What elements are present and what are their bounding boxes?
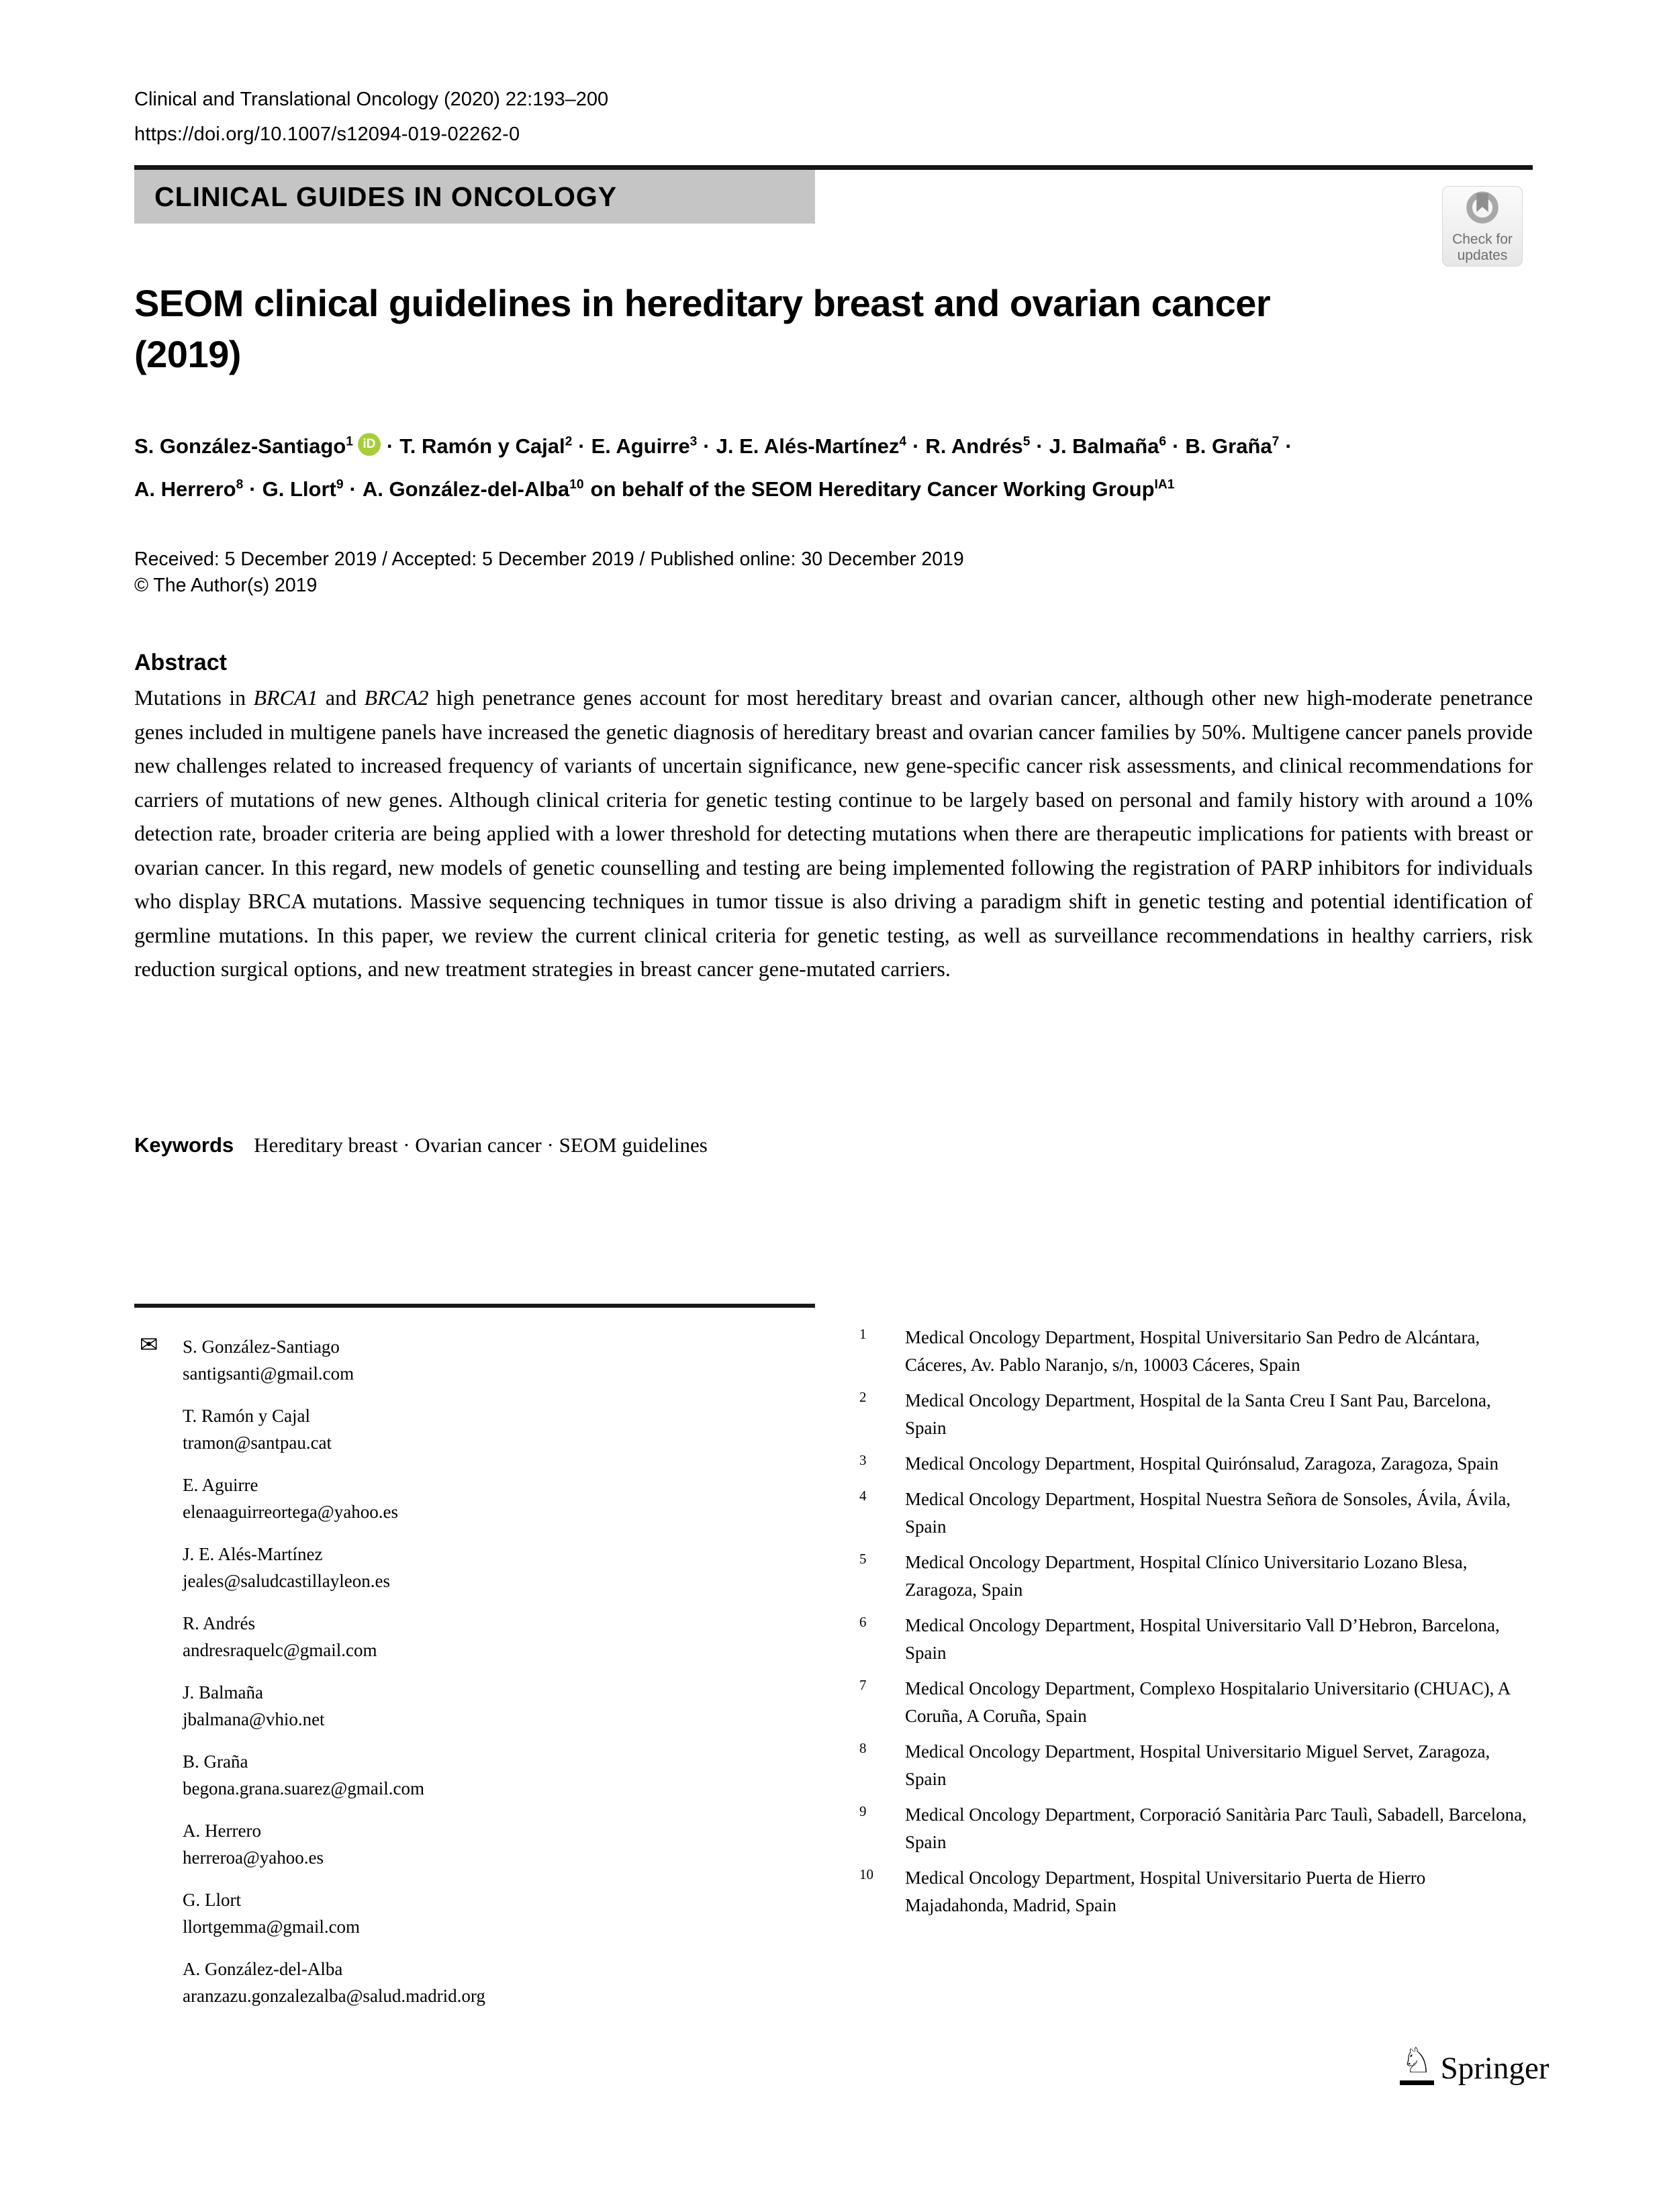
orcid-icon[interactable]: iD (358, 433, 381, 456)
header-rule (134, 165, 1533, 170)
affiliation-entry (859, 1864, 1533, 1919)
affiliation-entry (859, 1324, 1533, 1379)
correspondent-name: J. Balmaña (183, 1682, 263, 1702)
correspondent-email[interactable]: andresraquelc@gmail.com (183, 1640, 377, 1660)
author-affiliation-ref: 6 (1159, 435, 1167, 449)
correspondent-email[interactable]: aranzazu.gonzalezalba@salud.madrid.org (183, 1986, 485, 2006)
author-separator: · (386, 434, 394, 459)
author-affiliation-ref: 8 (236, 477, 244, 492)
journal-header (134, 82, 608, 152)
affiliation-text: Medical Oncology Department, Hospital Universitario Vall D’Hebron, Barcelona, Spain (905, 1615, 1500, 1663)
affiliation-number: 4 (859, 1488, 867, 1504)
author-name: G. Llort (262, 477, 336, 501)
update-badge-text (1452, 232, 1513, 264)
footnote-area (134, 1304, 1533, 2025)
author-line-1-names (134, 434, 1298, 458)
envelope-icon: ✉ (140, 1331, 158, 1357)
affiliation-number: 10 (859, 1866, 873, 1882)
author-name: R. Andrés (925, 434, 1023, 459)
correspondent-email[interactable]: jbalmana@vhio.net (183, 1709, 325, 1729)
section-banner-label: CLINICAL GUIDES IN ONCOLOGY (154, 181, 618, 212)
author-affiliation-ref: 3 (689, 435, 698, 449)
author (134, 477, 263, 501)
correspondent-email[interactable]: herreroa@yahoo.es (183, 1847, 324, 1868)
keywords-text: Hereditary breast · Ovarian cancer · SEOM guidelines (254, 1133, 708, 1157)
correspondent-email[interactable]: begona.grana.suarez@gmail.com (183, 1778, 424, 1798)
affiliation-entry (859, 1738, 1533, 1793)
author-name: T. Ramón y Cajal (399, 434, 565, 459)
author (134, 434, 399, 458)
affiliation-entry (859, 1801, 1533, 1856)
affiliation-number: 6 (859, 1614, 867, 1630)
author (263, 477, 363, 501)
correspondence-entry (134, 1817, 815, 1871)
author (399, 434, 591, 458)
author-separator: · (703, 434, 710, 459)
author-line-2 (134, 465, 1564, 508)
correspondence-entry (134, 1333, 815, 1387)
correspondent-name: B. Graña (183, 1751, 248, 1772)
author-affiliation-ref: 5 (1022, 435, 1031, 449)
update-badge-icon (1462, 189, 1503, 230)
author-line-2-names (134, 477, 584, 501)
affiliation-number: 2 (859, 1389, 867, 1405)
author-affiliation-ref: 9 (336, 477, 344, 492)
keywords-label: Keywords (134, 1133, 234, 1157)
correspondent-name: G. Llort (183, 1890, 241, 1910)
correspondent-email[interactable]: llortgemma@gmail.com (183, 1917, 361, 1937)
affiliation-text: Medical Oncology Department, Hospital Universitario Puerta de Hierro Majadahonda, Madrid, Spain (905, 1868, 1426, 1915)
affiliations-column (859, 1304, 1533, 2025)
correspondent-name: S. González-Santiago (183, 1337, 340, 1357)
correspondence-entry (134, 1748, 815, 1802)
author-line-1 (134, 423, 1564, 465)
abstract-segment: and (318, 685, 365, 710)
author (925, 434, 1049, 458)
copyright-line: © The Author(s) 2019 (134, 575, 318, 596)
correspondence-list (134, 1333, 815, 2009)
journal-citation: Clinical and Translational Oncology (2020) 22:193–200 (134, 89, 609, 110)
keywords-row (134, 1133, 708, 1157)
correspondent-name: A. Herrero (183, 1821, 261, 1841)
author-separator: · (1172, 434, 1180, 459)
affiliation-text: Medical Oncology Department, Hospital Nuestra Señora de Sonsoles, Ávila, Ávila, Spain (905, 1489, 1511, 1537)
author-separator: · (578, 434, 585, 459)
received-accepted-line: Received: 5 December 2019 / Accepted: 5 December 2019 / Published online: 30 December 2019 (134, 548, 964, 570)
update-badge-line1: Check for (1452, 232, 1513, 247)
author-separator: · (1285, 434, 1292, 459)
author-affiliation-ref: 7 (1272, 435, 1280, 449)
correspondence-entry (134, 1679, 815, 1733)
author-name: J. E. Alés-Martínez (716, 434, 900, 459)
correspondent-email[interactable]: santigsanti@gmail.com (183, 1363, 354, 1384)
author-list (134, 423, 1564, 508)
correspondence-entry (134, 1541, 815, 1594)
affiliation-text: Medical Oncology Department, Hospital Quirónsalud, Zaragoza, Zaragoza, Spain (905, 1453, 1498, 1474)
affiliation-text: Medical Oncology Department, Hospital Universitario Miguel Servet, Zaragoza, Spain (905, 1741, 1490, 1789)
author-name: S. González-Santiago (134, 434, 346, 459)
article-title (134, 278, 1551, 380)
author-affiliation-ref: 1 (346, 435, 353, 449)
affiliations-list (859, 1324, 1533, 1919)
author (1185, 434, 1298, 458)
abstract-segment: Mutations in (134, 685, 254, 710)
working-group-ref: IA1 (1154, 477, 1175, 492)
affiliation-entry (859, 1549, 1533, 1604)
author (363, 477, 584, 501)
author-separator: · (249, 477, 256, 501)
author (591, 434, 716, 458)
correspondence-entry (134, 1472, 815, 1525)
abstract-heading: Abstract (134, 650, 227, 675)
affiliation-number: 5 (859, 1551, 867, 1567)
footnote-divider (134, 1304, 815, 1308)
abstract-segment: BRCA2 (364, 685, 429, 710)
author-name: J. Balmaña (1049, 434, 1159, 459)
author-name: A. González-del-Alba (362, 477, 570, 501)
check-for-updates-badge[interactable] (1442, 186, 1523, 267)
correspondence-entry (134, 1956, 815, 2009)
abstract-segment: high penetrance genes account for most hereditary breast and ovarian cancer, although other new high-moderate penetrance genes included in multigene panels have increased the genetic diagnosis of hereditary breast and ovarian cancer families by 50%. Multigene cancer panels provide new challenges related to increased frequency of variants of uncertain significance, new gene-specific cancer risk assessments, and clinical recommendations for carriers of mutations of new genes. Although clinical criteria for genetic testing continue to be largely based on personal and family history with around a 10% detection rate, broader criteria are being applied with a lower threshold for detecting mutations when there are therapeutic implications for patients with breast or ovarian cancer. In this regard, new models of genetic counselling and testing are being implemented following the registration of PARP inhibitors for individuals who display BRCA mutations. Massive sequencing techniques in tumor tissue is also driving a paradigm shift in genetic testing and potential identification of germline mutations. In this paper, we review the current clinical criteria for genetic testing, as well as surveillance recommendations in healthy carriers, risk reduction surgical options, and new treatment strategies in breast cancer gene-mutated carriers. (134, 685, 1533, 981)
affiliation-text: Medical Oncology Department, Hospital Clínico Universitario Lozano Blesa, Zaragoza, Spain (905, 1552, 1468, 1600)
author-name: A. Herrero (134, 477, 236, 501)
affiliation-number: 7 (859, 1677, 867, 1693)
correspondent-email[interactable]: elenaaguirreortega@yahoo.es (183, 1502, 398, 1522)
springer-knight-icon: ♘ (1400, 2043, 1434, 2085)
update-badge-line2: updates (1457, 248, 1508, 263)
affiliation-entry (859, 1486, 1533, 1541)
abstract-segment: BRCA1 (253, 685, 318, 710)
affiliation-entry (859, 1450, 1533, 1478)
author-separator: · (349, 477, 356, 501)
author-name: E. Aguirre (591, 434, 690, 459)
section-banner (134, 170, 815, 224)
author (1049, 434, 1186, 458)
correspondent-name: J. E. Alés-Martínez (183, 1544, 323, 1564)
correspondence-entry (134, 1886, 815, 1940)
correspondent-name: E. Aguirre (183, 1475, 258, 1495)
affiliation-text: Medical Oncology Department, Hospital Universitario San Pedro de Alcántara, Cáceres, Av. Pablo Naranjo, s/n, 10003 Cáceres, Spain (905, 1327, 1480, 1375)
affiliation-number: 3 (859, 1452, 867, 1468)
correspondent-name: R. Andrés (183, 1613, 255, 1633)
author-name: B. Graña (1185, 434, 1272, 459)
author-separator: · (1036, 434, 1043, 459)
author-affiliation-ref: 4 (899, 435, 907, 449)
author-affiliation-ref: 2 (565, 435, 573, 449)
affiliation-number: 8 (859, 1740, 867, 1756)
author-separator: · (912, 434, 920, 459)
correspondence-entry (134, 1402, 815, 1456)
affiliation-entry (859, 1675, 1533, 1730)
correspondence-column (134, 1304, 815, 2025)
author-affiliation-ref: 10 (569, 477, 584, 492)
springer-wordmark: Springer (1440, 2050, 1550, 2086)
correspondence-entry (134, 1610, 815, 1664)
working-group-suffix (591, 477, 1175, 501)
doi-link[interactable]: https://doi.org/10.1007/s12094-019-02262-0 (134, 124, 520, 145)
affiliation-entry (859, 1612, 1533, 1667)
affiliation-entry (859, 1387, 1533, 1442)
working-group-text: on behalf of the SEOM Hereditary Cancer Working Group (590, 477, 1155, 501)
author (716, 434, 926, 458)
correspondent-name: A. González-del-Alba (183, 1959, 343, 1979)
affiliation-text: Medical Oncology Department, Complexo Hospitalario Universitario (CHUAC), A Coruña, A Coruña, Spain (905, 1678, 1510, 1726)
correspondent-name: T. Ramón y Cajal (183, 1406, 310, 1426)
abstract-text (134, 681, 1533, 986)
affiliation-text: Medical Oncology Department, Corporació Sanitària Parc Taulì, Sabadell, Barcelona, Spain (905, 1805, 1527, 1852)
article-title-line1: SEOM clinical guidelines in hereditary breast and ovarian cancer (134, 282, 1271, 324)
article-dates (134, 546, 964, 599)
affiliation-number: 1 (859, 1326, 867, 1342)
affiliation-text: Medical Oncology Department, Hospital de la Santa Creu I Sant Pau, Barcelona, Spain (905, 1390, 1491, 1438)
springer-logo (1400, 2043, 1550, 2085)
correspondent-email[interactable]: tramon@santpau.cat (183, 1433, 332, 1453)
article-title-line2: (2019) (134, 333, 241, 375)
affiliation-number: 9 (859, 1803, 867, 1819)
correspondent-email[interactable]: jeales@saludcastillayleon.es (183, 1571, 391, 1591)
